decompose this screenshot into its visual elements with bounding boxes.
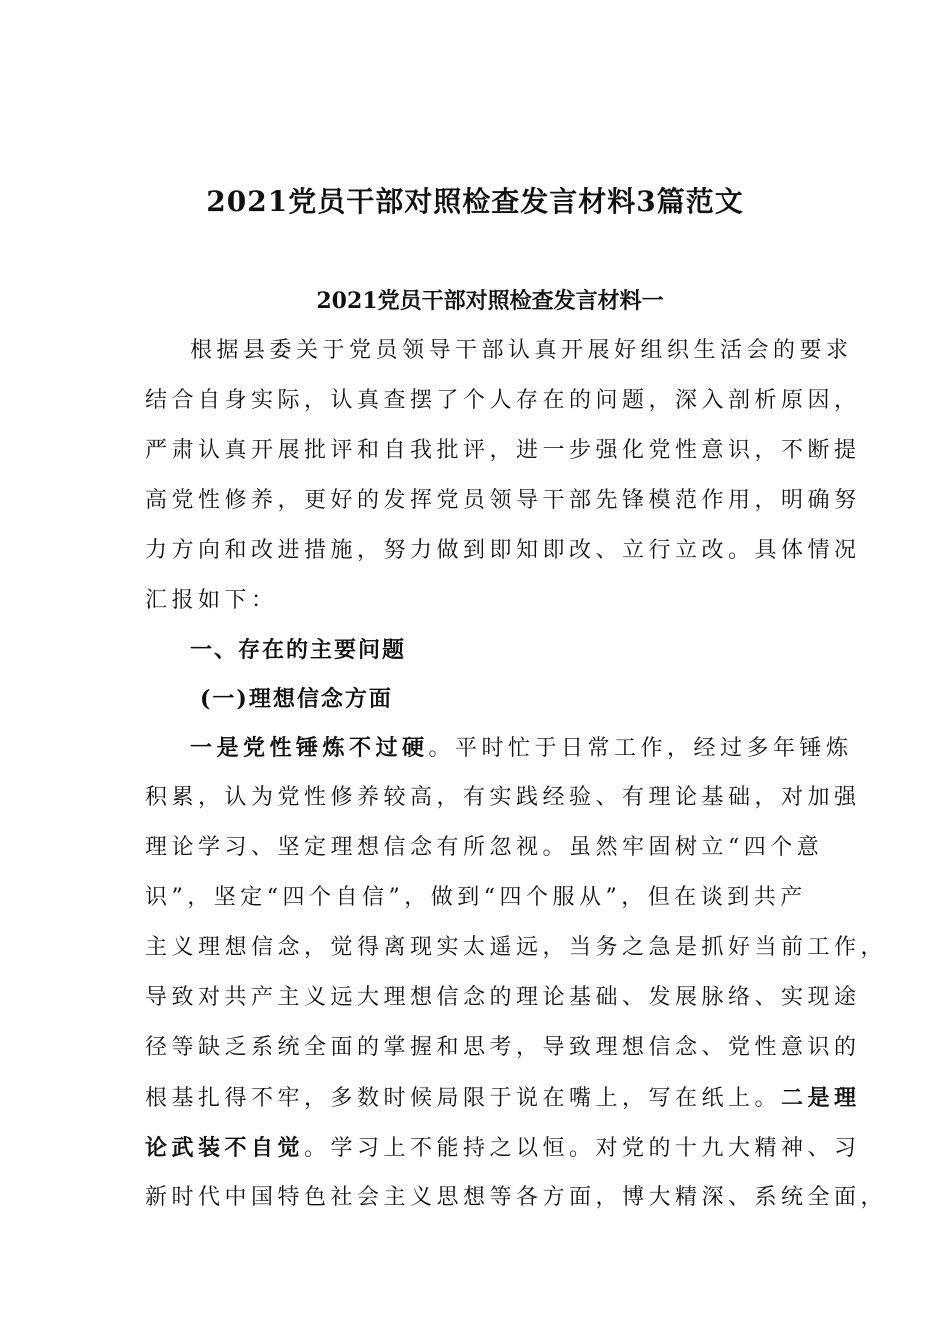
inline-text: 。学习上不能持之以恒。对党的十九大精神、习 xyxy=(304,1136,861,1161)
paragraph-line xyxy=(190,723,853,773)
inline-text: 。平时忙于日常工作，经过多年锤炼 xyxy=(428,736,853,761)
intro-line: 严肃认真开展批评和自我批评，进一步强化党性意识，不断提 xyxy=(145,438,861,463)
intro-line: 汇报如下： xyxy=(145,588,278,613)
inline-bold-lead: 二是理 xyxy=(781,1085,861,1111)
paragraph-line: 导致对共产主义远大理想信念的理论基础、发展脉络、实现途 xyxy=(145,985,861,1010)
intro-line: 结合自身实际，认真查摆了个人存在的问题，深入剖析原因， xyxy=(145,388,861,413)
intro-line: 力方向和改进措施，努力做到即知即改、立行立改。具体情况 xyxy=(145,538,861,563)
section-title: 2021党员干部对照检查发言材料一 xyxy=(316,288,664,314)
inline-text: 根基扎得不牢，多数时候局限于说在嘴上，写在纸上。 xyxy=(145,1086,782,1111)
paragraph-line: 新时代中国特色社会主义思想等各方面，博大精深、系统全面， xyxy=(145,1185,888,1210)
paragraph-line: 径等缺乏系统全面的掌握和思考，导致理想信念、党性意识的 xyxy=(145,1035,861,1060)
heading-level-2: (一)理想信念方面 xyxy=(200,686,393,712)
paragraph-line: 识”，坚定“四个自信”，做到“四个服从”，但在谈到共产 xyxy=(145,885,807,910)
inline-bold-lead: 论武装不自觉 xyxy=(145,1135,305,1161)
paragraph-line xyxy=(145,1073,861,1123)
document-title: 2021党员干部对照检查发言材料3篇范文 xyxy=(206,185,744,218)
heading-level-1: 一、存在的主要问题 xyxy=(190,637,407,663)
intro-line: 高党性修养，更好的发挥党员领导干部先锋模范作用，明确努 xyxy=(145,488,861,513)
paragraph-line xyxy=(145,1123,861,1173)
inline-bold-lead: 一是党性锤炼不过硬 xyxy=(190,735,429,761)
intro-line: 根据县委关于党员领导干部认真开展好组织生活会的要求 xyxy=(190,338,853,363)
paragraph-line: 积累，认为党性修养较高，有实践经验、有理论基础，对加强 xyxy=(145,785,861,810)
paragraph-line: 主义理想信念，觉得离现实太遥远，当务之急是抓好当前工作， xyxy=(145,935,888,960)
paragraph-line: 理论学习、坚定理想信念有所忽视。虽然牢固树立“四个意 xyxy=(145,835,824,860)
